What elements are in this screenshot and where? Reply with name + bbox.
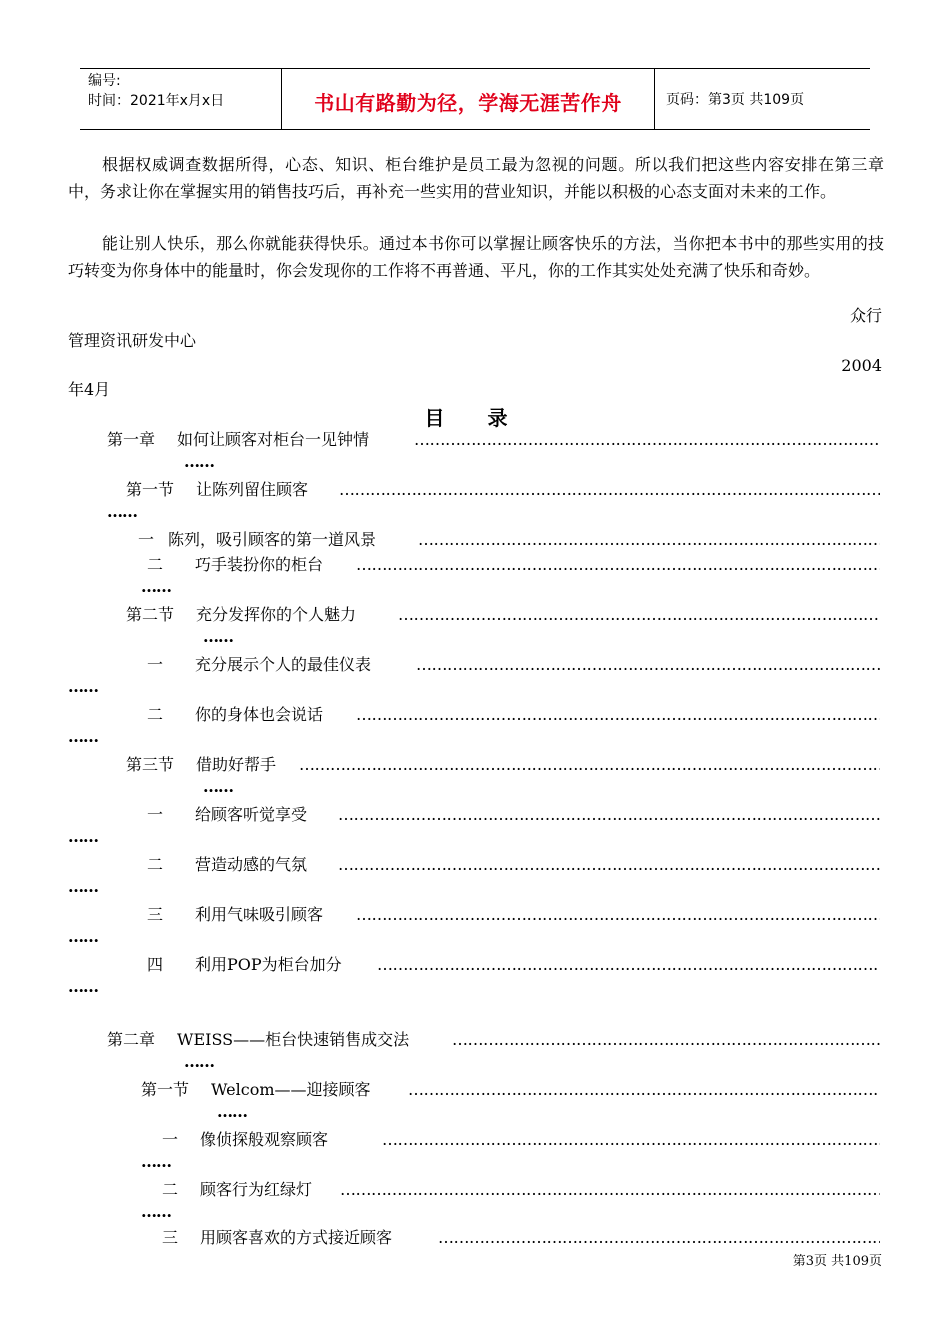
toc-continuation-dots: ……	[68, 927, 98, 946]
toc-entry-section[interactable]	[141, 1079, 371, 1101]
toc-entry-subsection[interactable]	[147, 654, 371, 676]
toc-leader-dots	[339, 479, 880, 501]
toc-continuation-dots: ……	[184, 1052, 214, 1071]
toc-entry-subsection[interactable]	[138, 529, 376, 551]
toc-continuation-dots: ……	[141, 1152, 171, 1171]
toc-continuation-dots: ……	[68, 677, 98, 696]
toc-entry-subsection[interactable]	[162, 1129, 328, 1151]
toc-leader-dots	[377, 954, 880, 976]
toc-entry-text: Welcom——迎接顾客	[211, 1080, 371, 1099]
toc-continuation-dots: ……	[184, 452, 214, 471]
toc-entry-text: 陈列，吸引顾客的第一道风景	[168, 530, 377, 549]
header-motto: 书山有路勤为径，学海无涯苦作舟	[314, 91, 622, 115]
page-header	[80, 68, 870, 130]
page-footer: 第3页 共109页	[792, 1254, 882, 1269]
toc-leader-dots	[338, 804, 880, 826]
toc-entry-text: 给顾客听觉享受	[195, 805, 308, 824]
toc-leader-dots	[452, 1029, 880, 1051]
toc-entry-number: 第一节	[126, 480, 175, 499]
toc-entry-number: 第二章	[107, 1030, 156, 1049]
signature-org-a: 众行	[849, 306, 882, 325]
toc-entry-text: 利用气味吸引顾客	[195, 905, 324, 924]
toc-entry-text: 如何让顾客对柜台一见钟情	[177, 430, 370, 449]
signature-date-a: 2004	[841, 356, 882, 375]
toc-leader-dots	[338, 854, 880, 876]
toc-leader-dots	[438, 1227, 880, 1249]
toc-continuation-dots: ……	[141, 577, 171, 596]
toc-entry-text: 利用POP为柜台加分	[195, 955, 342, 974]
toc-entry-text: 你的身体也会说话	[195, 705, 324, 724]
header-left-cell	[88, 71, 224, 111]
toc-entry-text: 营造动感的气氛	[195, 855, 308, 874]
toc-leader-dots	[299, 754, 880, 776]
toc-continuation-dots: ……	[141, 1202, 171, 1221]
toc-title: 目 录	[424, 406, 526, 430]
toc-entry-number: 二	[147, 855, 164, 874]
toc-leader-dots	[356, 704, 880, 726]
toc-entry-text: 巧手装扮你的柜台	[195, 555, 324, 574]
header-divider	[654, 69, 655, 129]
toc-entry-subsection[interactable]	[162, 1227, 392, 1249]
toc-entry-number: 四	[147, 955, 164, 974]
intro-paragraph-2: 能让别人快乐，那么你就能获得快乐。通过本书你可以掌握让顾客快乐的方法，当你把本书中的那些实用的技巧转变为你身体中的能量时，你会发现你的工作将不再普通、平凡，你的工作其实处处充满了快乐和奇妙。	[68, 234, 884, 280]
header-page-info: 页码：第3页 共109页	[666, 92, 805, 108]
toc-entry-text: 让陈列留住顾客	[196, 480, 309, 499]
toc-leader-dots	[414, 429, 880, 451]
toc-entry-text: WEISS——柜台快速销售成交法	[177, 1030, 410, 1049]
toc-entry-subsection[interactable]	[147, 854, 307, 876]
toc-leader-dots	[398, 604, 880, 626]
toc-entry-section[interactable]	[126, 754, 276, 776]
toc-entry-subsection[interactable]	[147, 904, 323, 926]
toc-leader-dots	[416, 654, 880, 676]
toc-entry-number: 第一节	[141, 1080, 190, 1099]
toc-entry-section[interactable]	[126, 479, 308, 501]
toc-entry-number: 第一章	[107, 430, 156, 449]
toc-entry-number: 三	[162, 1228, 179, 1247]
toc-continuation-dots: ……	[68, 977, 98, 996]
toc-entry-section[interactable]	[126, 604, 356, 626]
toc-continuation-dots: ……	[107, 502, 137, 521]
toc-leader-dots	[356, 554, 880, 576]
intro-paragraph-1: 根据权威调查数据所得，心态、知识、柜台维护是员工最为忽视的问题。所以我们把这些内容安排在第三章中，务求让你在掌握实用的销售技巧后，再补充一些实用的营业知识，并能以积极的心态支面对未来的工作。	[68, 155, 884, 201]
signature-date-b: 年4月	[68, 380, 111, 399]
toc-leader-dots	[340, 1179, 880, 1201]
toc-continuation-dots: ……	[203, 627, 233, 646]
toc-entry-number: 一	[147, 805, 164, 824]
toc-entry-number: 一	[162, 1130, 179, 1149]
toc-entry-number: 二	[147, 705, 164, 724]
toc-entry-subsection[interactable]	[147, 704, 323, 726]
toc-entry-subsection[interactable]	[147, 554, 323, 576]
toc-continuation-dots: ……	[203, 777, 233, 796]
toc-entry-subsection[interactable]	[147, 804, 307, 826]
toc-leader-dots	[382, 1129, 880, 1151]
toc-entry-number: 二	[162, 1180, 179, 1199]
toc-entry-subsection[interactable]	[147, 954, 342, 976]
date-label: 时间：2021年x月x日	[88, 93, 225, 109]
toc-leader-dots	[418, 529, 880, 551]
toc-leader-dots	[356, 904, 880, 926]
toc-entry-number: 一	[147, 655, 164, 674]
toc-entry-subsection[interactable]	[162, 1179, 312, 1201]
toc-entry-chapter[interactable]	[107, 429, 369, 451]
toc-continuation-dots: ……	[68, 727, 98, 746]
toc-entry-text: 充分展示个人的最佳仪表	[195, 655, 372, 674]
toc-continuation-dots: ……	[68, 877, 98, 896]
toc-entry-number: 一	[138, 530, 155, 549]
toc-entry-number: 第三节	[126, 755, 175, 774]
number-label: 编号:	[88, 73, 121, 89]
toc-entry-text: 用顾客喜欢的方式接近顾客	[200, 1228, 393, 1247]
toc-entry-number: 二	[147, 555, 164, 574]
toc-entry-text: 像侦探般观察顾客	[200, 1130, 329, 1149]
toc-entry-text: 顾客行为红绿灯	[200, 1180, 313, 1199]
toc-leader-dots	[408, 1079, 880, 1101]
toc-entry-number: 第二节	[126, 605, 175, 624]
toc-continuation-dots: ……	[68, 827, 98, 846]
toc-entry-chapter[interactable]	[107, 1029, 409, 1051]
toc-entry-text: 充分发挥你的个人魅力	[196, 605, 357, 624]
toc-continuation-dots: ……	[217, 1102, 247, 1121]
toc-entry-text: 借助好帮手	[196, 755, 277, 774]
signature-org-b: 管理资讯研发中心	[68, 331, 197, 350]
toc-entry-number: 三	[147, 905, 164, 924]
